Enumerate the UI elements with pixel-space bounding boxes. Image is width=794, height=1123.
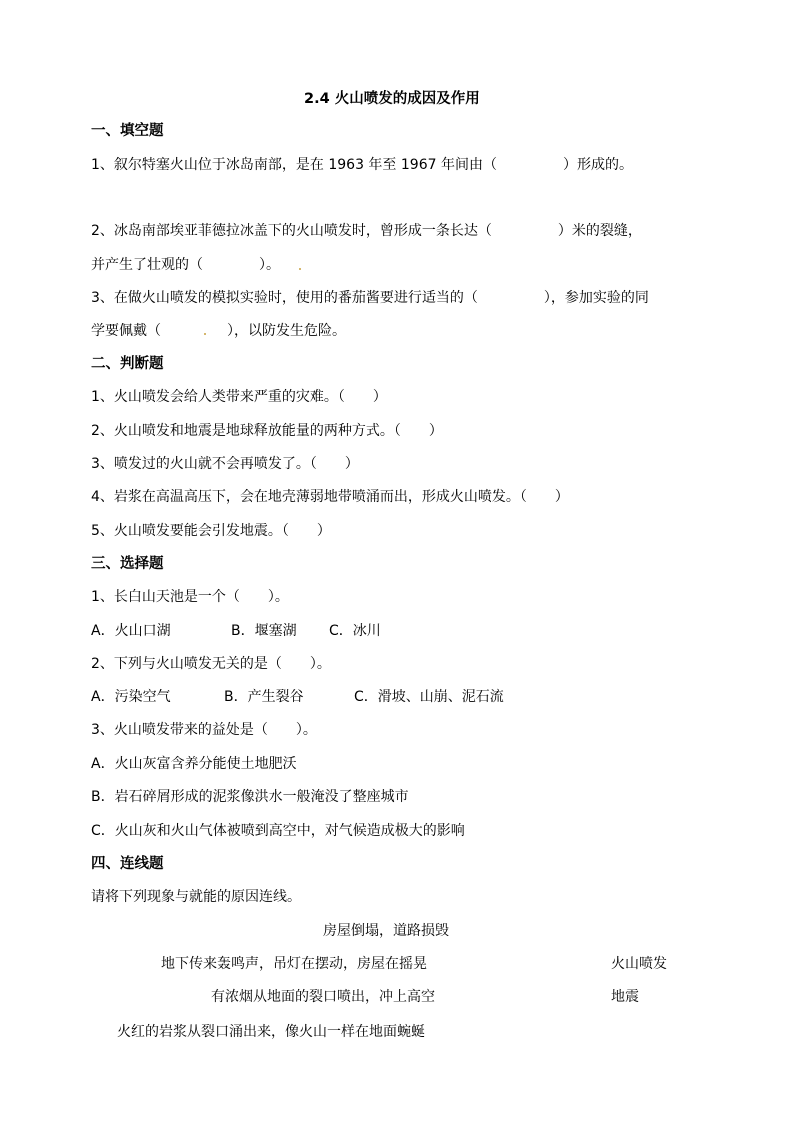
- match-cause-volcano[interactable]: 火山喷发: [611, 956, 667, 972]
- section-heading-match: 四、连线题: [91, 856, 164, 872]
- stray-mark: [299, 268, 301, 270]
- fill-q3-text-after: ），参加实验的同: [543, 290, 649, 306]
- choice-question-2: 2、下列与火山喷发无关的是（ ）。: [91, 656, 331, 672]
- fill-q3-line2-after: ），以防发生危险。: [227, 323, 346, 339]
- page-title: 2.4 火山喷发的成因及作用: [304, 91, 480, 107]
- judge-item-2: 2、火山喷发和地震是地球释放能量的两种方式。（ ）: [91, 423, 443, 439]
- match-phenomenon-3[interactable]: 有浓烟从地面的裂口喷出，冲上高空: [211, 989, 435, 1005]
- fill-q3-line2-before: 学要佩戴（: [91, 323, 161, 339]
- match-phenomenon-2[interactable]: 地下传来轰鸣声，吊灯在摆动，房屋在摇晃: [161, 956, 427, 972]
- judge-item-5: 5、火山喷发要能会引发地震。（ ）: [91, 523, 331, 539]
- fill-q2-line2-after: ）。: [259, 257, 280, 273]
- section-heading-judge: 二、判断题: [91, 356, 164, 372]
- choice-q3-option-c[interactable]: C．火山灰和火山气体被喷到高空中，对气候造成极大的影响: [91, 823, 465, 839]
- judge-item-1: 1、火山喷发会给人类带来严重的灾难。（ ）: [91, 389, 387, 405]
- choice-q1-option-c[interactable]: C．冰川: [329, 623, 381, 639]
- fill-q1-text-after: ）形成的。: [562, 157, 633, 173]
- fill-question-2-line2: [91, 255, 280, 275]
- match-instruction: 请将下列现象与就能的原因连线。: [91, 889, 301, 905]
- fill-question-1: [91, 155, 633, 175]
- choice-q1-option-a[interactable]: A．火山口湖: [91, 623, 171, 639]
- fill-q2-text-after: ）米的裂缝，: [557, 223, 642, 239]
- stray-mark-2: [204, 333, 206, 335]
- fill-q3-text-before: 3、在做火山喷发的模拟实验时，使用的番茄酱要进行适当的（: [91, 290, 478, 306]
- match-cause-earthquake[interactable]: 地震: [611, 989, 639, 1005]
- fill-question-3-line2: [91, 321, 346, 341]
- choice-q2-option-c[interactable]: C．滑坡、山崩、泥石流: [354, 689, 504, 705]
- section-heading-choice: 三、选择题: [91, 556, 164, 572]
- fill-q1-text-before: 1、叙尔特塞火山位于冰岛南部，是在 1963 年至 1967 年间由（: [91, 157, 497, 173]
- choice-q1-option-b[interactable]: B．堰塞湖: [231, 623, 297, 639]
- judge-item-4: 4、岩浆在高温高压下，会在地壳薄弱地带喷涌而出，形成火山喷发。（ ）: [91, 489, 569, 505]
- section-heading-fill: 一、填空题: [91, 123, 164, 139]
- match-phenomenon-4[interactable]: 火红的岩浆从裂口涌出来，像火山一样在地面蜿蜒: [117, 1024, 425, 1040]
- choice-q2-option-b[interactable]: B．产生裂谷: [224, 689, 304, 705]
- match-phenomenon-1[interactable]: 房屋倒塌，道路损毁: [323, 923, 449, 939]
- fill-q2-text-before: 2、冰岛南部埃亚菲德拉冰盖下的火山喷发时，曾形成一条长达（: [91, 223, 492, 239]
- choice-question-3: 3、火山喷发带来的益处是（ ）。: [91, 722, 317, 738]
- fill-question-2-line1: [91, 221, 642, 241]
- fill-question-3-line1: [91, 288, 649, 308]
- choice-question-1: 1、长白山天池是一个（ ）。: [91, 589, 289, 605]
- fill-q2-line2-before: 并产生了壮观的（: [91, 257, 203, 273]
- choice-q2-option-a[interactable]: A．污染空气: [91, 689, 171, 705]
- judge-item-3: 3、喷发过的火山就不会再喷发了。（ ）: [91, 456, 359, 472]
- choice-q3-option-b[interactable]: B．岩石碎屑形成的泥浆像洪水一般淹没了整座城市: [91, 789, 409, 805]
- choice-q3-option-a[interactable]: A．火山灰富含养分能使土地肥沃: [91, 756, 297, 772]
